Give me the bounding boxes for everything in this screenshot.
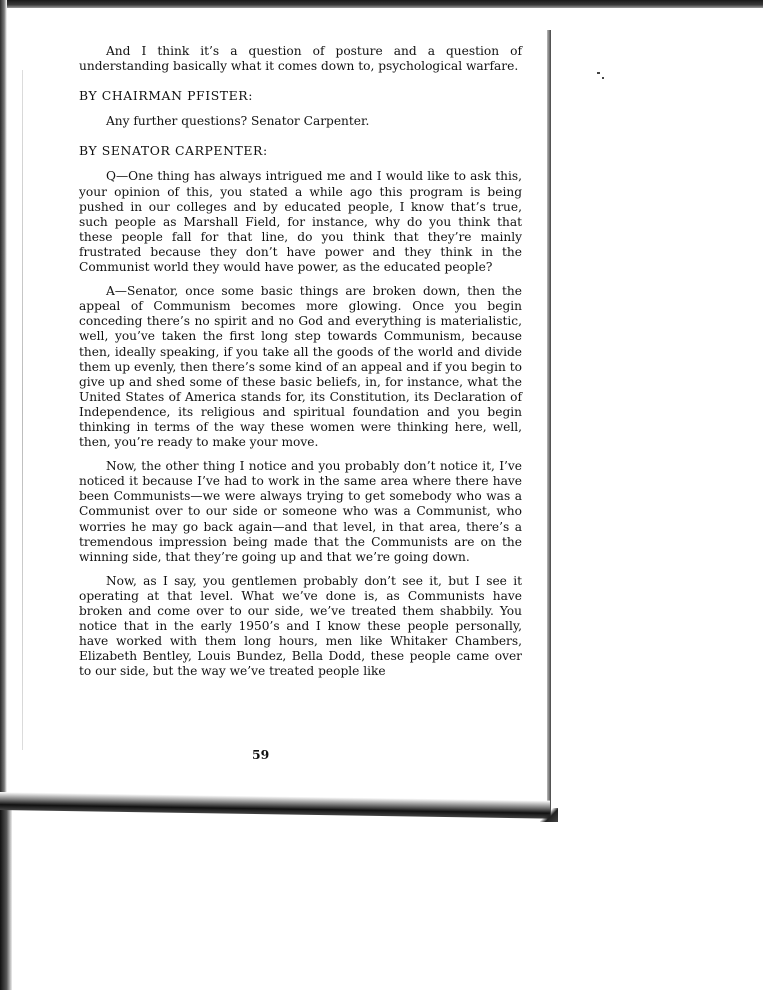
page-number: 59 xyxy=(252,747,270,762)
scan-left-edge-lower xyxy=(0,800,12,990)
book-page xyxy=(22,22,544,792)
heading-senator-carpenter: BY SENATOR CARPENTER: xyxy=(79,143,268,159)
page-body xyxy=(79,44,522,688)
scan-speck xyxy=(602,77,604,79)
paragraph-shabbily: Now, as I say, you gentlemen probably don’t see it, but I see it operating at that level. What we’ve done is, as Communists have broken and come over to our side, we’ve treated them shabbily. You notice that in the early 1950’s and I know these people personally, have worked with them long hours, men like Whitaker Chambers, Elizabeth Bentley, Louis Bundez, Bella Dodd, these people came over to our side, but the way we’ve treated people like xyxy=(79,573,522,679)
page-right-edge xyxy=(547,30,551,820)
page-bottom-corner xyxy=(540,808,558,822)
paragraph-chairman-question: Any further questions? Senator Carpenter. xyxy=(106,114,370,129)
heading-chairman-pfister: BY CHAIRMAN PFISTER: xyxy=(79,88,254,104)
paragraph-question: Q—One thing has always intrigued me and I would like to ask this, your opinion of this, you stated a while ago this program is being pushed in our colleges and by educated people, I know that’s true, such people as Marshall Field, for instance, why do you think that these people fall for that line, do you think that they’re mainly frustrated because they don’t have power and they think in the Communist world they would have power, as the educated people? xyxy=(79,169,522,275)
paragraph-posture: And I think it’s a question of posture and a question of understanding basically what it comes down to, psychological warfare. xyxy=(79,44,522,74)
paragraph-notice: Now, the other thing I notice and you probably don’t notice it, I’ve noticed it because I’ve had to work in the same area where there have been Communists—we were always trying to get somebody who was a Communist over to our side or someone who was a Communist, who worries he may go back again—and that level, in that area, there’s a tremendous impression being made that the Communists are on the winning side, that they’re going up and that we’re going down. xyxy=(79,459,522,564)
scan-top-edge xyxy=(0,0,763,8)
scan-speck xyxy=(597,72,600,74)
page-bottom-edge xyxy=(0,792,550,819)
paragraph-answer: A—Senator, once some basic things are broken down, then the appeal of Communism becomes more glowing. Once you begin conceding there’s no spirit and no God and everything is materialistic, well, you’ve taken the first long step towards Communism, because then, ideally speaking, if you take all the goods of the world and divide them up evenly, then there’s some kind of an appeal and if you begin to give up and shed some of these basic beliefs, in, for instance, what the United States of America stands for, its Constitution, its Declaration of Independence, its religious and spiritual foundation and you begin thinking in terms of the way these women were thinking here, well, then, you’re ready to make your move. xyxy=(79,284,522,450)
